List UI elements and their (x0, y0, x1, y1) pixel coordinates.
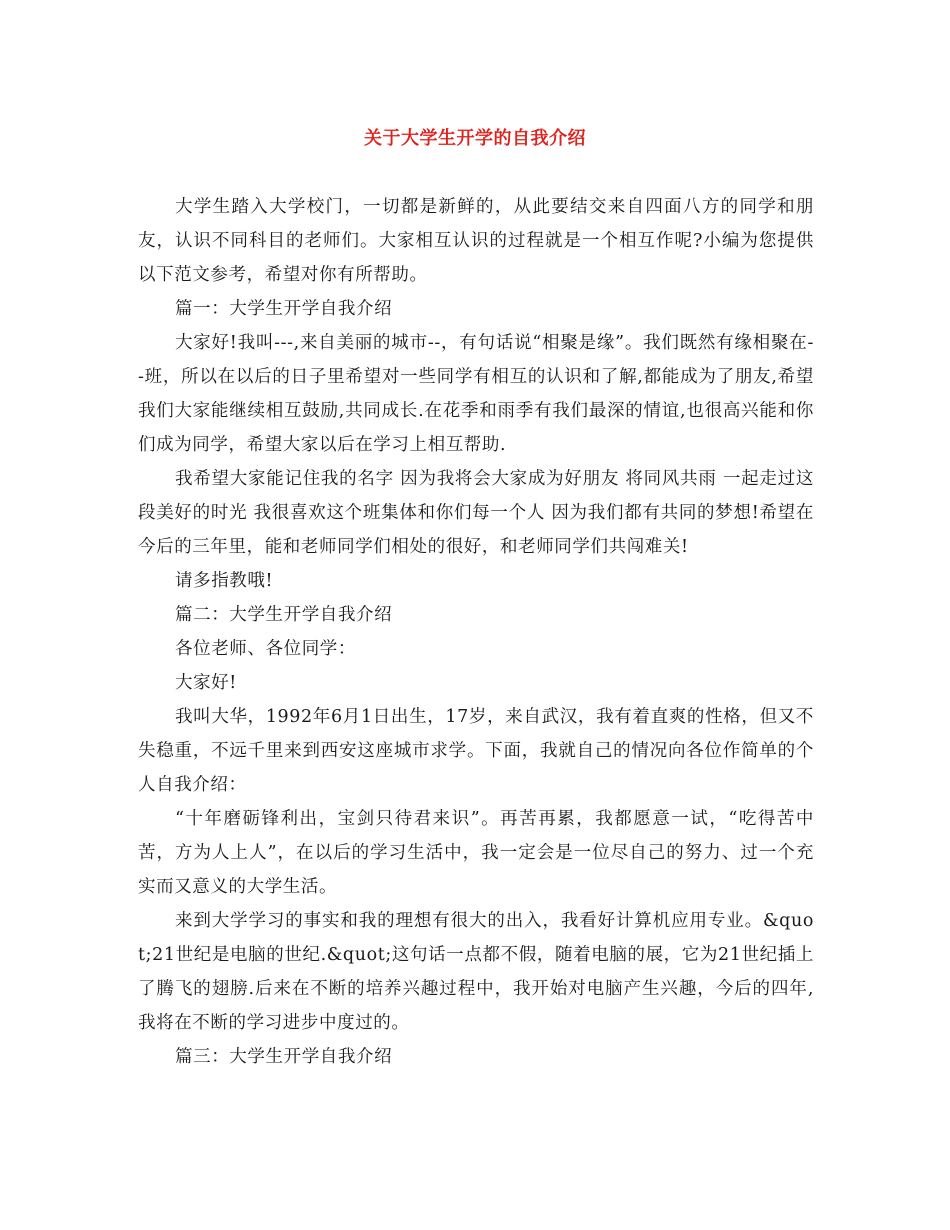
section-heading-3: 篇三：大学生开学自我介绍 (175, 1047, 393, 1067)
body-paragraph: 我希望大家能记住我的名字 因为我将会大家成为好朋友 将同风共雨 一起走过这段美好的时光 我很喜欢这个班集体和你们每一个人 因为我们都有共同的梦想!希望在今后的三年里，能和老师同学们相处的很好，和老师同学们共闯难关! (138, 469, 814, 557)
document-body (138, 190, 814, 1074)
intro-paragraph: 大学生踏入大学校门，一切都是新鲜的，从此要结交来自四面八方的同学和朋友，认识不同科目的老师们。大家相互认识的过程就是一个相互作呢?小编为您提供以下范文参考，希望对你有所帮助。 (138, 197, 814, 285)
body-paragraph: 请多指教哦! (175, 571, 274, 591)
body-paragraph: “十年磨砺锋利出，宝剑只待君来识”。再苦再累，我都愿意一试，“吃得苦中苦，方为人上人”，在以后的学习生活中，我一定会是一位尽自己的努力、过一个充实而又意义的大学生活。 (138, 809, 814, 897)
section-heading-2: 篇二：大学生开学自我介绍 (175, 605, 393, 625)
section-heading-1: 篇一：大学生开学自我介绍 (175, 299, 393, 319)
body-paragraph: 大家好!我叫---,来自美丽的城市--，有句话说“相聚是缘”。我们既然有缘相聚在--班，所以在以后的日子里希望对一些同学有相互的认识和了解,都能成为了朋友,希望我们大家能继续相互鼓励,共同成长.在花季和雨季有我们最深的情谊,也很高兴能和你们成为同学，希望大家以后在学习上相互帮助. (138, 333, 814, 455)
greeting-line: 各位老师、各位同学： (175, 639, 356, 659)
document-title: 关于大学生开学的自我介绍 (364, 128, 586, 149)
greeting-line: 大家好! (175, 673, 237, 693)
body-paragraph: 我叫大华，1992年6月1日出生，17岁，来自武汉，我有着直爽的性格，但又不失稳重，不远千里来到西安这座城市求学。下面，我就自己的情况向各位作简单的个人自我介绍： (138, 707, 814, 795)
body-paragraph: 来到大学学习的事实和我的理想有很大的出入，我看好计算机应用专业。&quot;21世纪是电脑的世纪.&quot;这句话一点都不假，随着电脑的展，它为21世纪插上了腾飞的翅膀.后来在不断的培养兴趣过程中，我开始对电脑产生兴趣，今后的四年,我将在不断的学习进步中度过的。 (138, 911, 814, 1033)
